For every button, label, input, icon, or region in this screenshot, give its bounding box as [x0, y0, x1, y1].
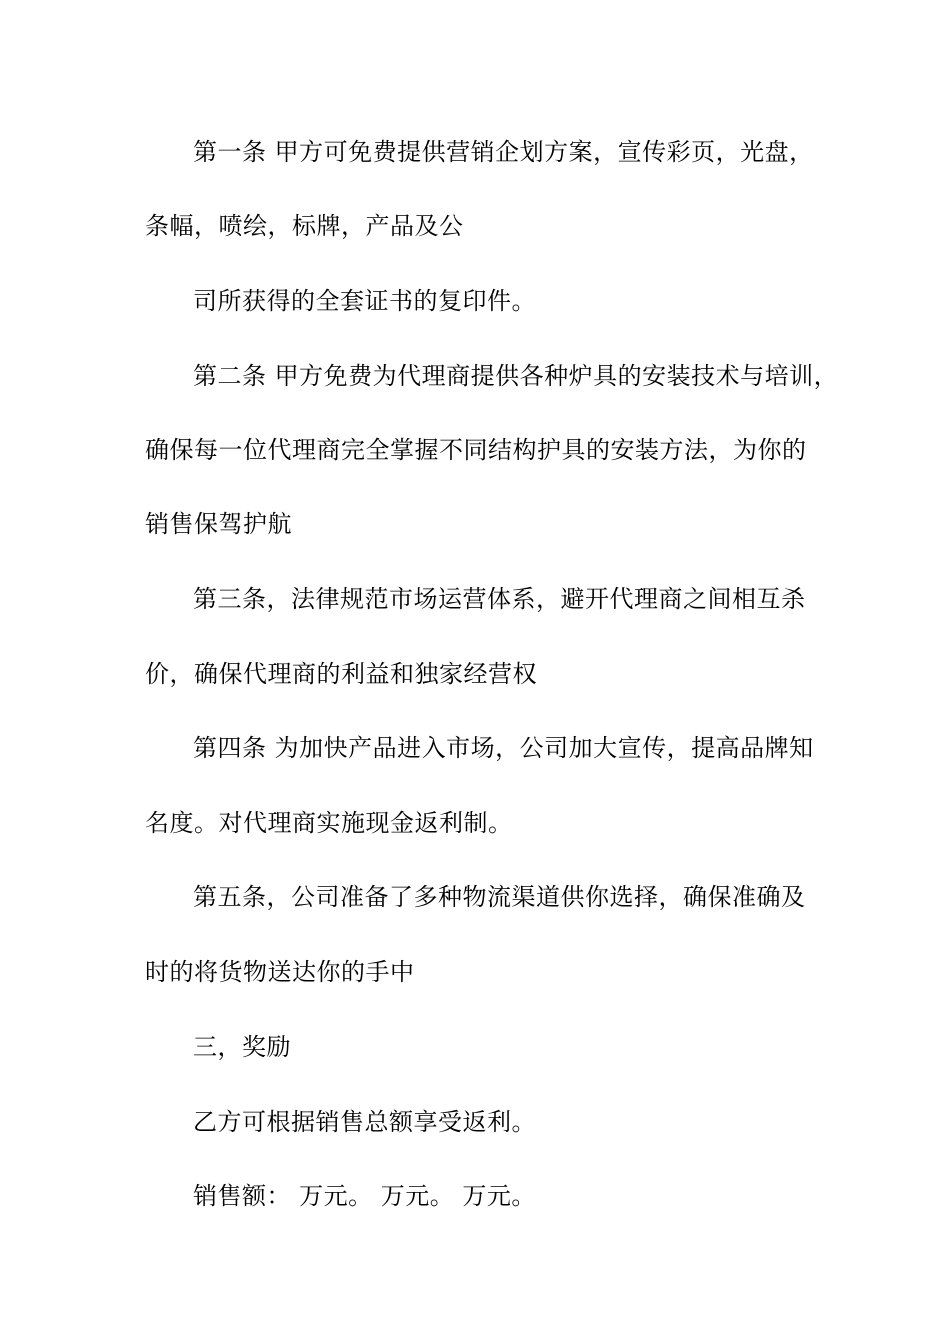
article-3-line-1: 第三条，法律规范市场运营体系，避开代理商之间相互杀 [193, 585, 806, 613]
article-1-line-1: 第一条 甲方可免费提供营销企划方案，宣传彩页，光盘， [193, 138, 814, 166]
article-1-line-3: 司所获得的全套证书的复印件。 [193, 287, 536, 315]
section-heading-reward: 三，奖励 [193, 1033, 291, 1061]
article-4-line-1: 第四条 为加快产品进入市场，公司加大宣传，提高品牌知 [193, 734, 814, 762]
article-2-line-3: 销售保驾护航 [145, 510, 292, 538]
reward-description: 乙方可根据销售总额享受返利。 [193, 1108, 536, 1136]
article-1-line-2: 条幅，喷绘，标牌，产品及公 [145, 212, 464, 240]
sales-amount-line: 销售额： 万元。 万元。 万元。 [193, 1182, 536, 1210]
article-5-line-1: 第五条，公司准备了多种物流渠道供你选择，确保准确及 [193, 883, 806, 911]
article-5-line-2: 时的将货物送达你的手中 [145, 958, 415, 986]
article-2-line-2: 确保每一位代理商完全掌握不同结构护具的安装方法，为你的 [145, 436, 807, 464]
article-2-line-1: 第二条 甲方免费为代理商提供各种炉具的安装技术与培训， [193, 362, 839, 390]
article-3-line-2: 价，确保代理商的利益和独家经营权 [145, 660, 537, 688]
article-4-line-2: 名度。对代理商实施现金返利制。 [145, 809, 513, 837]
